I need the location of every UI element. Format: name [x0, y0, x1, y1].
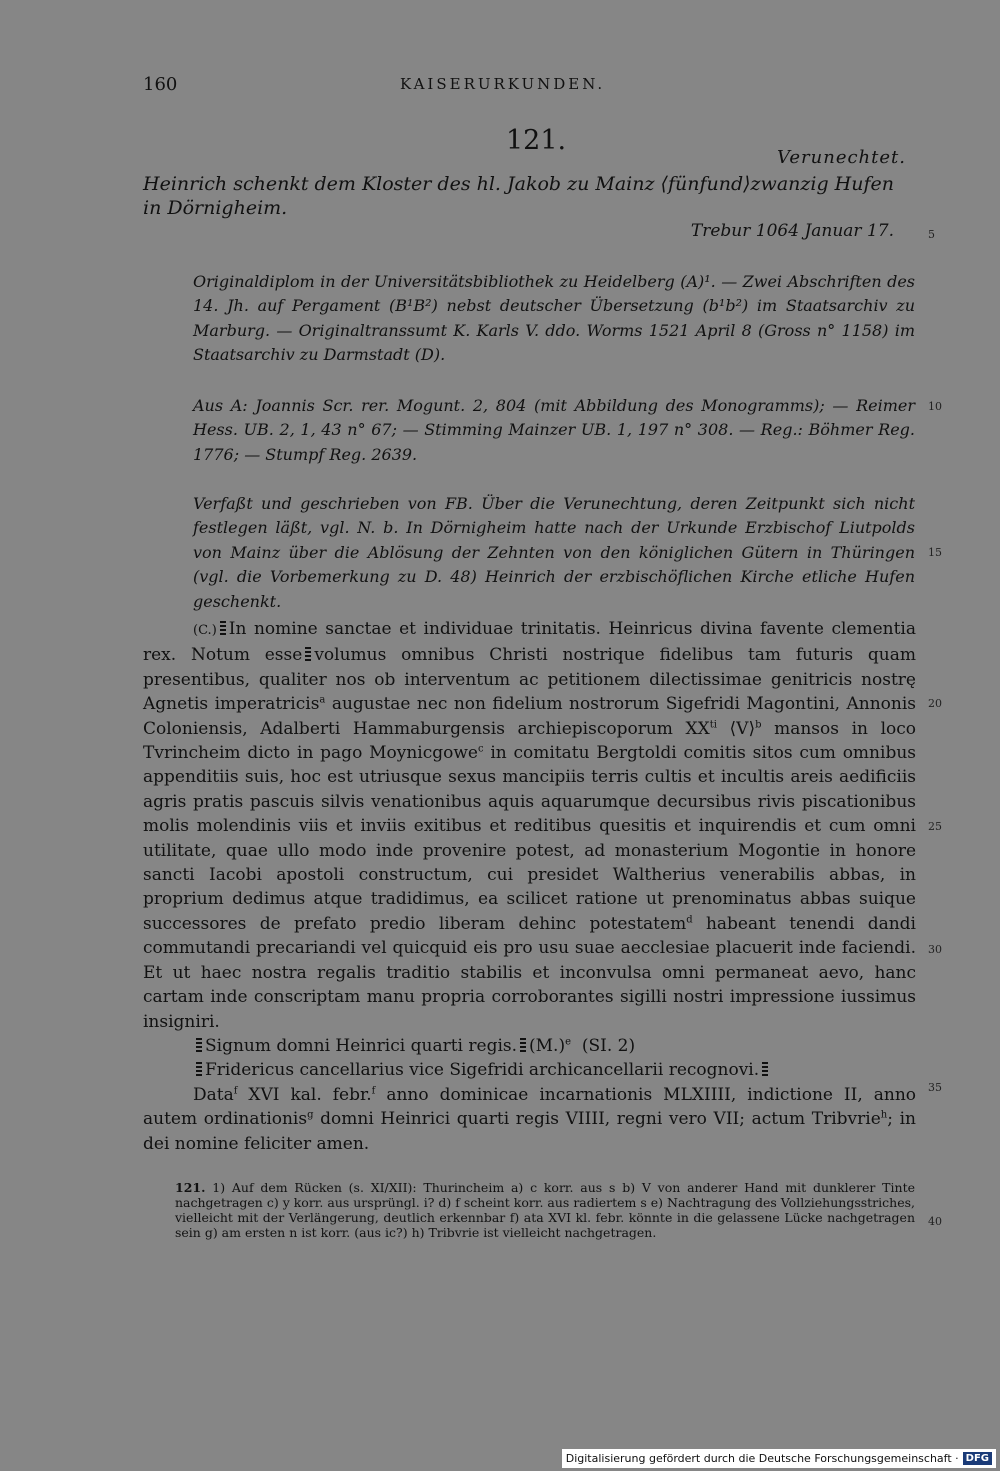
line-number: 15	[928, 546, 942, 559]
footnotes: 121. 1) Auf dem Rücken (s. XI/XII): Thurincheim a) c korr. aus s b) V von anderer Hand mit dunklerer Tinte nachgetragen c) y korr. aus ursprüngl. i? d) f scheint korr. aus radiertem s e) Nachtragung des Vollziehungsstriches, vielleicht mit der Verlängerung, deutlich erkennbar f) ata XVI kl. febr. könnte in die gelassene Lücke nachgetragen sein g) am ersten n ist korr. (aus ic?) h) Tribvrie ist vielleicht nachgetragen.	[175, 1180, 915, 1240]
signum-line: Signum domni Heinrici quarti regis. $(M.)^e$ (SI. 2)	[143, 1034, 916, 1058]
line-number: 35	[928, 1081, 942, 1094]
line-number: 5	[928, 228, 935, 241]
dateline: Trebur 1064 Januar 17.	[690, 221, 894, 241]
chrismon-icon	[196, 1038, 202, 1053]
editions-paragraph: Aus A: Joannis Scr. rer. Mogunt. 2, 804 (mit Abbildung des Monogramms); — Reimer Hess. UB. 2, 1, 43 n° 67; — Stimming Mainzer UB. 1, 197 n° 308. — Reg.: Böhmer Reg. 1776; — Stumpf Reg. 2639.	[193, 396, 915, 464]
status-label: Verunechtet.	[777, 147, 906, 168]
tradition-paragraph: Originaldiplom in der Universitätsbibliothek zu Heidelberg (A)¹. — Zwei Abschriften des 14. Jh. auf Pergament (B¹B²) nebst deutscher Übersetzung (b¹b²) im Staatsarchiv zu Marburg. — Originaltranssumt K. Karls V. ddo. Worms 1521 April 8 (Gross n° 1158) im Staatsarchiv zu Darmstadt (D).	[193, 272, 915, 365]
charter-text	[143, 617, 916, 1156]
line-number: 40	[928, 1215, 942, 1228]
line-number: 30	[928, 943, 942, 956]
document-headline: Heinrich schenkt dem Kloster des hl. Jakob zu Mainz ⟨fünfund⟩zwanzig Hufen in Dörnigheim.	[143, 173, 894, 219]
commentary-paragraph: Verfaßt und geschrieben von FB. Über die Verunechtung, deren Zeitpunkt sich nicht festlegen läßt, vgl. N. b. In Dörnigheim hatte nach der Urkunde Erzbischof Liutpolds von Mainz über die Ablösung der Zehnten von den königlichen Gütern in Thüringen (vgl. die Vorbemerkung zu D. 48) Heinrich der erzbischöflichen Kirche etliche Hufen geschenkt.	[193, 494, 915, 611]
line-number: 10	[928, 400, 942, 413]
line-number: 25	[928, 820, 942, 833]
document-number: 121.	[506, 125, 567, 156]
line-number: 20	[928, 697, 942, 710]
chrismon-icon	[762, 1062, 768, 1077]
page-number: 160	[143, 74, 178, 95]
chrismon-icon	[220, 621, 226, 636]
chrismon-icon	[305, 647, 311, 662]
dfg-logo: DFG	[963, 1452, 992, 1465]
chrismon-icon	[196, 1062, 202, 1077]
charter-paragraph: (C.) In nomine sanctae et individuae trinitatis. Heinricus divina favente clementia rex. Notum esse volumus omnibus Christi nostrique fidelibus tam futuris quam presentibus, qualiter nos ob interventum ac petitionem dilectissimae genitricis nostrę Agnetis imperatricis$^a$ augustae nec non fidelium nostrorum Sigefridi Magontini, Annonis Coloniensis, Adalberti Hammaburgensis archiepiscoporum $XX^{ti}$ ⟨V⟩$^b$ mansos in loco Tvrincheim dicto in pago Moynicgowe$^c$ in comitatu Bergtoldi comitis sitos cum omnibus appenditiis suis, hoc est utriusque sexus mancipiis terris cultis et incultis areis aedificiis agris pratis pascuis silvis venationibus aquis aquarumque decursibus rivis piscationibus molis molendinis viis et inviis exitibus et reditibus quesitis et inquirendis et cum omni utilitate, quae ullo modo inde provenire potest, ad monasterium Mogontie in honore sancti Iacobi apostoli constructum, cui presidet Waltherius venerabilis abbas, in proprium dedimus atque tradidimus, ea scilicet ratione ut prenominatus abbas suique successores de prefato predio liberam dehinc potestatem$^d$ habeant tenendi dandi commutandi precariandi vel quicquid eis pro usu suae aecclesiae placuerit inde faciendi. Et ut haec nostra regalis traditio stabilis et inconvulsa omni permaneat aevo, hanc cartam inde conscriptam manu propria corroborantes sigilli nostri impressione iussimus insigniri.	[143, 619, 917, 1032]
recognition-line: Fridericus cancellarius vice Sigefridi archicancellarii recognovi.	[143, 1058, 916, 1082]
dating-clause: Data$^f$ XVI kal. febr.$^f$ anno dominicae incarnationis MLXIIII, indictione II, anno autem ordinationis$^g$ domni Heinrici quarti regis VIIII, regni vero VII; actum Tribvrie$^h$; in dei nomine feliciter amen.	[143, 1084, 917, 1154]
running-title: KAISERURKUNDEN.	[400, 75, 606, 93]
digitization-footer: Digitalisierung gefördert durch die Deutsche Forschungsgemeinschaft · DFG	[562, 1449, 996, 1468]
chrismon-icon	[520, 1038, 526, 1053]
